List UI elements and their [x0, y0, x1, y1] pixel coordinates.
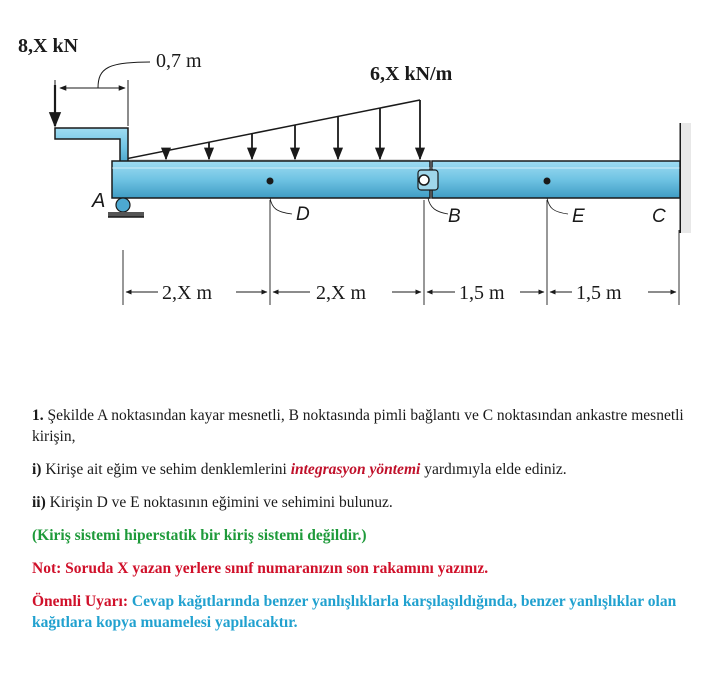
dimension-be: 1,5 m [459, 282, 505, 304]
pin-b [418, 170, 438, 190]
hyperstatic-note: (Kiriş sistemi hiperstatik bir kiriş sistemi değildir.) [32, 527, 367, 544]
question-number: 1. [32, 407, 44, 424]
beam [112, 161, 680, 198]
x-note: Not: Soruda X yazan yerlere sınıf numaranızın son rakamını yazınız. [32, 560, 489, 577]
question-intro: 1. Şekilde A noktasından kayar mesnetli, B noktasında pimli bağlantı ve C noktasından ankastre mesnetli kirişin, [32, 407, 684, 445]
question-text [32, 405, 700, 645]
load-arrows [166, 100, 420, 159]
svg-text:E: E [572, 206, 585, 227]
point-b [428, 198, 461, 227]
point-a-label: A [92, 190, 106, 212]
svg-text:B: B [448, 206, 461, 227]
point-c-label: C [652, 206, 666, 227]
dimension-ad: 2,X m [162, 282, 212, 304]
load-bracket [18, 35, 202, 168]
question-part-i: i) Kirişe ait eğim ve sehim denklemlerini integrasyon yöntemi yardımıyla elde ediniz. [32, 461, 567, 478]
offset-label: 0,7 m [156, 50, 202, 72]
dimension-db: 2,X m [316, 282, 366, 304]
dimension-ec: 1,5 m [576, 282, 622, 304]
distributed-load [120, 63, 453, 160]
question-part-ii: ii) Kirişin D ve E noktasının eğimini ve sehimini bulunuz. [32, 494, 393, 511]
distributed-load-label: 6,X kN/m [370, 63, 453, 85]
method-emphasis: integrasyon yöntemi [290, 461, 421, 478]
fixed-support-c [681, 123, 691, 233]
warning-note: Önemli Uyarı: Cevap kağıtlarında benzer yanlışlıklarla karşılaşıldığında, benzer yanlışlıklar olan kağıtlara kopya muamelesi yapılacaktır. [32, 593, 677, 631]
point-load-label: 8,X kN [18, 35, 79, 57]
svg-text:D: D [296, 204, 310, 225]
